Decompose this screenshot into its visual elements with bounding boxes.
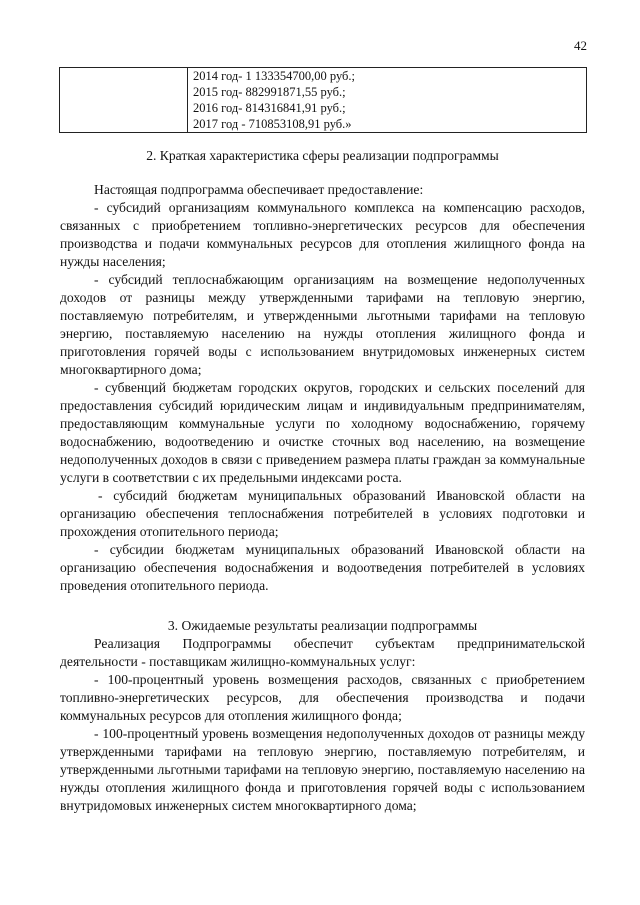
section-2-heading: 2. Краткая характеристика сферы реализации подпрограммы — [146, 148, 499, 163]
funding-table — [59, 67, 587, 133]
section-3-item: - 100-процентный уровень возмещения недополученных доходов от разницы между утвержденными тарифами на тепловую энергию, поставляемую потребителям, и утвержденными льготными тарифами на тепловую энергию, поставляемую населению на нужды отопления жилищного фонда и приготовления горячей воды с использованием внутридомовых инженерных систем многоквартирного дома; — [60, 726, 585, 813]
section-2-item: - субсидии бюджетам муниципальных образований Ивановской области на организацию обеспечения водоснабжения и водоотведения потребителей в условиях проведения отопительного периода. — [60, 542, 585, 593]
section-3-heading: 3. Ожидаемые результаты реализации подпрограммы — [167, 618, 478, 633]
section-3-intro: Реализация Подпрограммы обеспечит субъектам предпринимательской деятельности - поставщикам жилищно-коммунальных услуг: — [60, 636, 585, 669]
section-2-item: - субсидий организациям коммунального комплекса на компенсацию расходов, связанных с приобретением топливно-энергетических ресурсов для обеспечения производства и подачи коммунальных ресурсов для отопления жилищного фонда на нужды населения; — [60, 200, 585, 269]
table-row — [60, 68, 587, 133]
table-cell-empty — [60, 68, 188, 133]
amount-2017: 2017 год - 710853108,91 руб.» — [193, 117, 352, 131]
section-2-item: - субсидий теплоснабжающим организациям на возмещение недополученных доходов от разницы между утвержденными тарифами на тепловую энергию, поставляемую потребителям, и утвержденными льготными тарифами на тепловую энергию, поставляемую населению на нужды отопления жилищного фонда и приготовления горячей воды с использованием внутридомовых инженерных систем многоквартирного дома; — [60, 272, 585, 377]
table-cell-amounts — [188, 68, 587, 133]
amount-2014: 2014 год- 1 133354700,00 руб.; — [193, 69, 355, 83]
document-body — [60, 147, 585, 815]
amount-2015: 2015 год- 882991871,55 руб.; — [193, 85, 346, 99]
amount-2016: 2016 год- 814316841,91 руб.; — [193, 101, 346, 115]
page-number: 42 — [574, 38, 587, 53]
section-2-item: - субсидий бюджетам муниципальных образований Ивановской области на организацию обеспечения теплоснабжения потребителей в условиях подготовки и прохождения отопительного периода; — [60, 488, 585, 539]
section-2-item: - субвенций бюджетам городских округов, городских и сельских поселений для предоставления субсидий юридическим лицам и индивидуальным предпринимателям, предоставляющим коммунальные услуги по холодному водоснабжению, горячему водоснабжению, водоотведению и очистке сточных вод населению, на возмещение недополученных доходов в связи с приведением размера платы граждан за коммунальные услуги в соответствии с их предельными индексами роста. — [60, 380, 585, 485]
section-3-item: - 100-процентный уровень возмещения расходов, связанных с приобретением топливно-энергетических ресурсов, для обеспечения производства и подачи коммунальных ресурсов для отопления жилищного фонда; — [60, 672, 585, 723]
section-2-intro: Настоящая подпрограмма обеспечивает предоставление: — [94, 182, 424, 197]
